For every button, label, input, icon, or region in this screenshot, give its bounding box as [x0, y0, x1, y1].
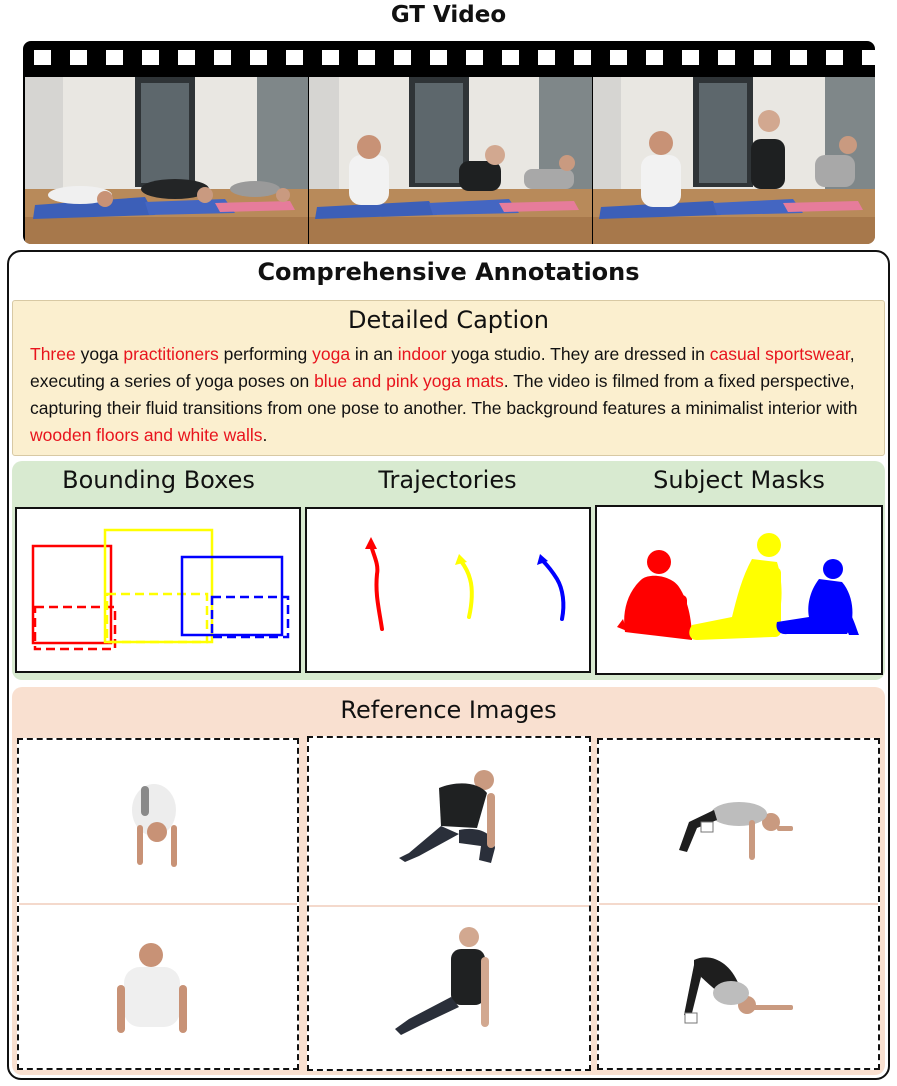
trajectory-subject-2	[461, 561, 472, 617]
reference-images-title: Reference Images	[340, 696, 557, 724]
reference-column-subject-2	[307, 736, 591, 1071]
caption-highlight: yoga	[312, 344, 351, 364]
caption-highlight: blue and pink yoga mats	[314, 371, 504, 391]
trajectory-arrow-1	[365, 537, 377, 549]
gt-video-title: GT Video	[390, 2, 507, 28]
film-hole	[502, 50, 519, 65]
bbox-subject-1	[33, 546, 111, 643]
film-hole	[790, 50, 807, 65]
mask-subject-1	[617, 550, 692, 640]
caption-text	[30, 341, 875, 449]
film-hole	[862, 50, 875, 65]
trajectories-panel	[305, 507, 591, 673]
reference-image-subject-1-pose-2	[19, 905, 297, 1067]
caption-highlight: practitioners	[123, 344, 219, 364]
caption-segment: .	[262, 425, 268, 445]
trajectory-arrow-2	[455, 554, 467, 565]
reference-column-subject-1	[17, 738, 299, 1070]
bounding-boxes-title: Bounding Boxes	[62, 466, 255, 494]
film-hole	[214, 50, 231, 65]
film-hole	[250, 50, 267, 65]
film-hole	[358, 50, 375, 65]
bounding-boxes-panel	[15, 507, 301, 673]
caption-segment: in an	[350, 344, 398, 364]
film-hole	[754, 50, 771, 65]
reference-image-subject-3-pose-2	[599, 905, 878, 1067]
film-hole	[646, 50, 663, 65]
annotations-title: Comprehensive Annotations	[257, 258, 640, 286]
video-frame-1	[25, 77, 308, 244]
film-hole	[718, 50, 735, 65]
subject-masks-title: Subject Masks	[653, 466, 825, 494]
video-frame-2	[309, 77, 592, 244]
film-hole	[538, 50, 555, 65]
trajectory-subject-1	[371, 545, 382, 629]
mask-subject-2	[689, 533, 781, 640]
film-hole	[574, 50, 591, 65]
film-hole	[142, 50, 159, 65]
caption-segment: , executing a series of yoga poses on	[30, 344, 855, 391]
caption-highlight: Three	[30, 344, 76, 364]
caption-segment: . The video is filmed from a fixed perspective, capturing their fluid transitions from one pose to another. The background features a minimalist interior with	[30, 371, 858, 418]
film-hole	[178, 50, 195, 65]
film-hole	[34, 50, 51, 65]
film-hole	[430, 50, 447, 65]
film-hole	[466, 50, 483, 65]
trajectories-title: Trajectories	[378, 466, 517, 494]
subject-masks-panel	[595, 505, 883, 675]
caption-segment: yoga studio. They are dressed in	[446, 344, 710, 364]
caption-title: Detailed Caption	[348, 306, 549, 334]
reference-image-subject-2-pose-2	[309, 907, 589, 1069]
bbox-subject-2	[105, 530, 212, 642]
film-hole	[70, 50, 87, 65]
reference-column-subject-3	[597, 738, 880, 1070]
film-hole	[610, 50, 627, 65]
caption-highlight: casual sportswear	[709, 344, 850, 364]
caption-segment: performing	[218, 344, 313, 364]
film-strip	[23, 41, 875, 244]
caption-highlight: wooden floors and white walls	[30, 425, 263, 445]
film-hole	[106, 50, 123, 65]
reference-image-subject-1-pose-1	[19, 740, 297, 905]
film-hole	[394, 50, 411, 65]
bbox-subject-3-dashed	[212, 597, 288, 637]
film-hole	[682, 50, 699, 65]
mask-subject-3	[776, 559, 859, 635]
caption-highlight: indoor	[397, 344, 447, 364]
film-hole	[286, 50, 303, 65]
trajectory-subject-3	[543, 561, 563, 619]
film-hole	[322, 50, 339, 65]
reference-image-subject-2-pose-1	[309, 738, 589, 907]
reference-image-subject-3-pose-1	[599, 740, 878, 905]
film-hole	[826, 50, 843, 65]
caption-segment: yoga	[75, 344, 124, 364]
video-frame-3	[593, 77, 875, 244]
